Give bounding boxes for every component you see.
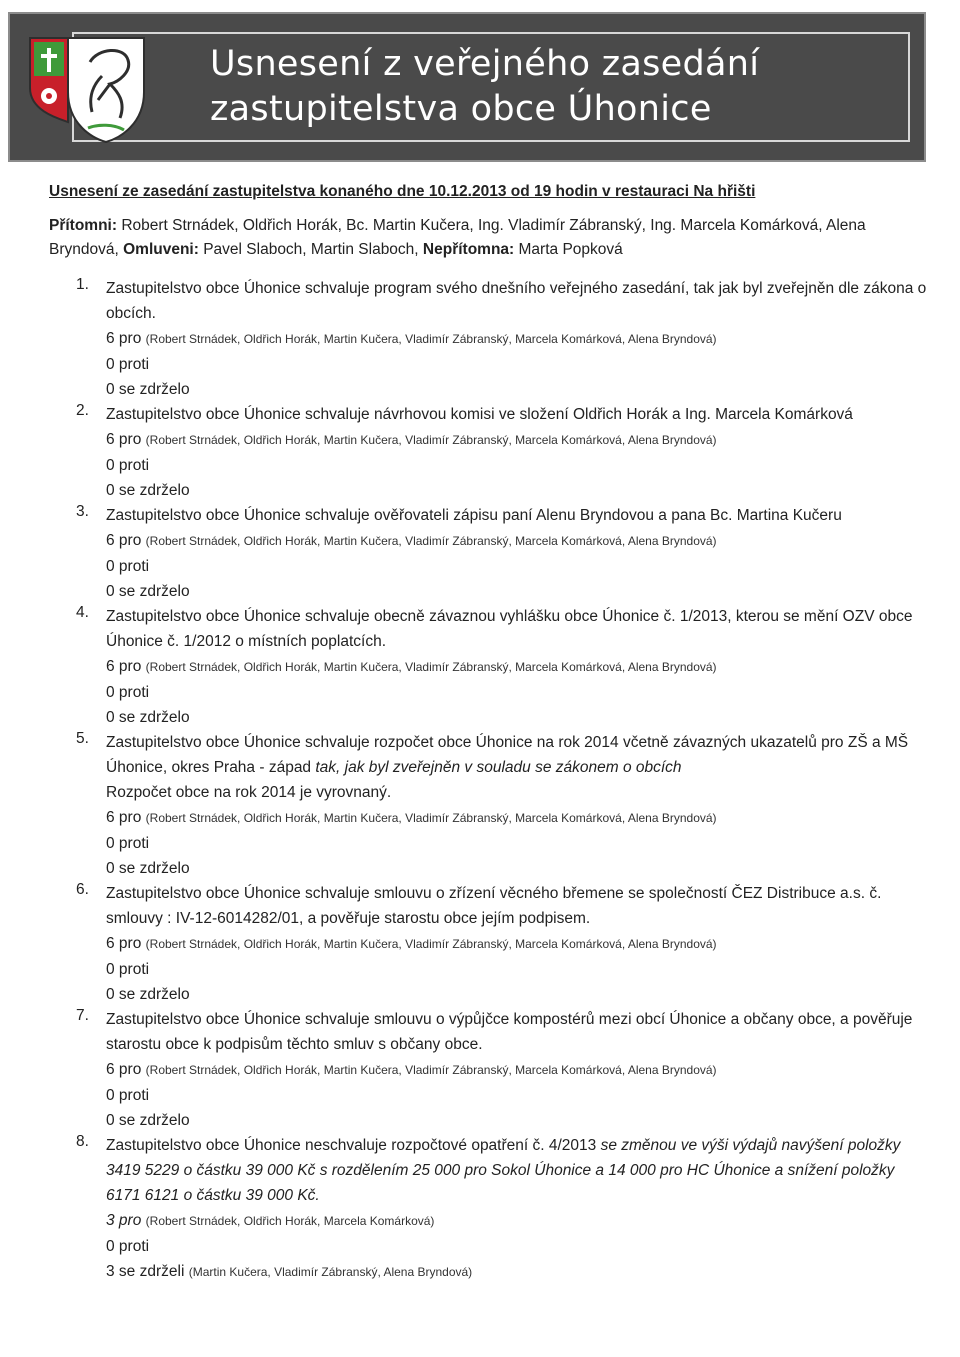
resolution-text: Zastupitelstvo obce Úhonice schvaluje smlouvu o výpůjčce kompostérů mezi obcí Úhonice a občany obce, a pověřuje starostu obce k podpisům těchto smluv s občany obce. <box>106 1011 913 1053</box>
vote-proti: 0 proti <box>106 835 150 852</box>
resolution-number: 2. <box>76 402 89 419</box>
present-names: Robert Strnádek, Oldřich Horák, Bc. Martin Kučera, Ing. Vladimír Zábranský, Ing. Marcela Komárková, Alena Bryndová, <box>49 217 866 258</box>
vote-pro-count: 6 pro <box>106 1061 142 1078</box>
vote-pro <box>106 528 929 554</box>
vote-zdrzeli-count: 3 se zdrželi <box>106 1263 185 1280</box>
vote-zdrzelo: 0 se zdrželo <box>106 860 190 877</box>
resolution-text <box>106 1133 929 1208</box>
vote-pro <box>106 931 929 957</box>
vote-proti: 0 proti <box>106 356 150 373</box>
municipal-coat-of-arms-icon <box>28 32 148 144</box>
resolution-item <box>49 1133 929 1285</box>
resolution-text-main: Zastupitelstvo obce Úhonice neschvaluje rozpočtové opatření č. 4/2013 <box>106 1137 601 1154</box>
vote-names: (Robert Strnádek, Oldřich Horák, Martin Kučera, Vladimír Zábranský, Marcela Komárková, Alena Bryndová) <box>145 332 717 346</box>
vote-names: (Robert Strnádek, Oldřich Horák, Martin Kučera, Vladimír Zábranský, Marcela Komárková, Alena Bryndová) <box>145 1063 717 1077</box>
vote-pro-count: 6 pro <box>106 935 142 952</box>
vote-zdrzelo: 0 se zdrželo <box>106 583 190 600</box>
header-banner <box>8 12 926 162</box>
vote-pro-count: 3 pro <box>106 1212 142 1229</box>
vote-names: (Robert Strnádek, Oldřich Horák, Martin Kučera, Vladimír Zábranský, Marcela Komárková, Alena Bryndová) <box>145 534 717 548</box>
banner-title-line-2: zastupitelstva obce Úhonice <box>210 89 712 129</box>
vote-names: (Robert Strnádek, Oldřich Horák, Martin Kučera, Vladimír Zábranský, Marcela Komárková, Alena Bryndová) <box>145 811 717 825</box>
banner-title-line-1: Usnesení z veřejného zasedání <box>210 44 760 84</box>
resolution-text: Zastupitelstvo obce Úhonice schvaluje obecně závaznou vyhlášku obce Úhonice č. 1/2013, kterou se mění OZV obce Úhonice č. 1/2012 o místních poplatcích. <box>106 608 913 650</box>
vote-names: (Robert Strnádek, Oldřich Horák, Martin Kučera, Vladimír Zábranský, Marcela Komárková, Alena Bryndová) <box>145 433 717 447</box>
vote-proti: 0 proti <box>106 1087 150 1104</box>
document-heading: Usnesení ze zasedání zastupitelstva konaného dne 10.12.2013 od 19 hodin v restauraci Na hřišti <box>49 183 756 200</box>
banner-title <box>210 42 759 132</box>
resolution-number: 5. <box>76 730 89 747</box>
resolution-number: 1. <box>76 276 89 293</box>
vote-zdrzeli-names: (Martin Kučera, Vladimír Zábranský, Alena Bryndová) <box>188 1265 473 1279</box>
resolution-number: 7. <box>76 1007 89 1024</box>
resolution-text: Zastupitelstvo obce Úhonice schvaluje smlouvu o zřízení věcného břemene se společností ČEZ Distribuce a.s. č. smlouvy : IV-12-6014282/01, a pověřuje starostu obce jejím podpisem. <box>106 885 882 927</box>
vote-pro-count: 6 pro <box>106 532 142 549</box>
resolution-item <box>49 503 929 604</box>
vote-pro <box>106 427 929 453</box>
vote-pro-names: (Robert Strnádek, Oldřich Horák, Marcela Komárková) <box>145 1214 435 1228</box>
resolution-extra: Rozpočet obce na rok 2014 je vyrovnaný. <box>106 784 392 801</box>
resolution-item <box>49 604 929 730</box>
resolution-item <box>49 276 929 402</box>
resolution-number: 8. <box>76 1133 89 1150</box>
resolution-item <box>49 1007 929 1133</box>
vote-names: (Robert Strnádek, Oldřich Horák, Martin Kučera, Vladimír Zábranský, Marcela Komárková, Alena Bryndová) <box>145 660 717 674</box>
vote-pro <box>106 654 929 680</box>
vote-pro <box>106 805 929 831</box>
vote-zdrzeli <box>106 1259 929 1285</box>
vote-pro-count: 6 pro <box>106 431 142 448</box>
document-body <box>49 183 929 1285</box>
resolution-number: 4. <box>76 604 89 621</box>
excused-names: Pavel Slaboch, Martin Slaboch, <box>198 241 419 258</box>
absent-names: Marta Popková <box>514 241 623 258</box>
vote-proti: 0 proti <box>106 961 150 978</box>
vote-zdrzelo: 0 se zdrželo <box>106 986 190 1003</box>
resolutions-list <box>49 276 929 1285</box>
vote-pro-count: 6 pro <box>106 809 142 826</box>
vote-names: (Robert Strnádek, Oldřich Horák, Martin Kučera, Vladimír Zábranský, Marcela Komárková, Alena Bryndová) <box>145 937 717 951</box>
vote-proti: 0 proti <box>106 457 150 474</box>
resolution-item <box>49 730 929 881</box>
vote-pro <box>106 1057 929 1083</box>
vote-pro <box>106 1208 929 1234</box>
absent-label: Nepřítomna: <box>422 241 515 258</box>
excused-label: Omluveni: <box>123 241 199 258</box>
vote-zdrzelo: 0 se zdrželo <box>106 482 190 499</box>
vote-proti: 0 proti <box>106 684 150 701</box>
resolution-number: 3. <box>76 503 89 520</box>
resolution-text: Zastupitelstvo obce Úhonice schvaluje program svého dnešního veřejného zasedání, tak jak byl zveřejněn dle zákona o obcích. <box>106 280 927 322</box>
resolution-text: Zastupitelstvo obce Úhonice schvaluje návrhovou komisi ve složení Oldřich Horák a Ing. Marcela Komárková <box>106 406 853 423</box>
vote-pro-count: 6 pro <box>106 658 142 675</box>
resolution-text: Zastupitelstvo obce Úhonice schvaluje ověřovateli zápisu paní Alenu Bryndovou a pana Bc. Martina Kučeru <box>106 507 842 524</box>
resolution-number: 6. <box>76 881 89 898</box>
resolution-item <box>49 881 929 1007</box>
vote-proti: 0 proti <box>106 1238 150 1255</box>
attendance-paragraph <box>49 214 929 262</box>
resolution-text <box>106 730 929 780</box>
vote-zdrzelo: 0 se zdrželo <box>106 709 190 726</box>
resolution-item <box>49 402 929 503</box>
resolution-text-italic: se změnou ve výši výdajů navýšení položky 3419 5229 o částku 39 000 Kč s rozdělením 25 000 pro Sokol Úhonice a 14 000 pro HC Úhonice a snížení položky 6171 6121 o částku 39 000 Kč. <box>106 1137 901 1204</box>
vote-pro <box>106 326 929 352</box>
resolution-text-main: Zastupitelstvo obce Úhonice schvaluje rozpočet obce Úhonice na rok 2014 včetně závazných ukazatelů pro ZŠ a MŠ Úhonice, okres Praha - západ <box>106 734 909 776</box>
vote-proti: 0 proti <box>106 558 150 575</box>
vote-pro-count: 6 pro <box>106 330 142 347</box>
vote-zdrzelo: 0 se zdrželo <box>106 1112 190 1129</box>
resolution-text-italic: tak, jak byl zveřejněn v souladu se zákonem o obcích <box>315 759 682 776</box>
vote-zdrzelo: 0 se zdrželo <box>106 381 190 398</box>
present-label: Přítomni: <box>49 217 118 234</box>
